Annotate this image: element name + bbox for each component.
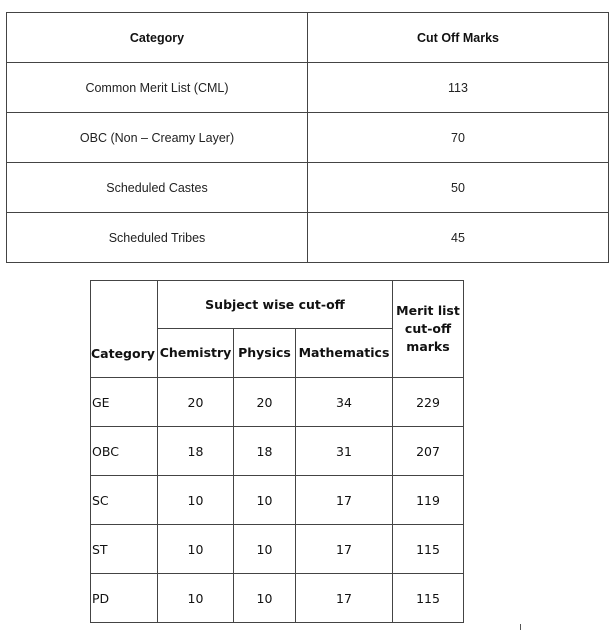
mathematics-cell: 31 (296, 427, 393, 476)
category-cell: OBC (91, 427, 158, 476)
mathematics-cell: 17 (296, 525, 393, 574)
mathematics-cell: 17 (296, 574, 393, 623)
cutoff-cell: 70 (308, 113, 609, 163)
table-row (7, 163, 609, 213)
chemistry-cell: 10 (158, 525, 234, 574)
category-header: Category (91, 281, 158, 378)
table-row (91, 476, 464, 525)
mathematics-cell: 34 (296, 378, 393, 427)
physics-cell: 10 (234, 525, 296, 574)
category-cell: Common Merit List (CML) (7, 63, 308, 113)
physics-cell: 18 (234, 427, 296, 476)
merit-cell: 119 (393, 476, 464, 525)
physics-cell: 10 (234, 476, 296, 525)
subject-wise-cutoff-table (90, 280, 464, 623)
merit-cell: 207 (393, 427, 464, 476)
table-row (91, 378, 464, 427)
cutoff-marks-header: Cut Off Marks (308, 13, 609, 63)
table-row (91, 427, 464, 476)
table-header-row (91, 281, 464, 329)
merit-list-cutoff-header: Merit list cut-off marks (393, 281, 464, 378)
category-cell: PD (91, 574, 158, 623)
chemistry-header: Chemistry (158, 329, 234, 378)
category-cell: Scheduled Castes (7, 163, 308, 213)
cutoff-cell: 50 (308, 163, 609, 213)
mathematics-header: Mathematics (296, 329, 393, 378)
merit-cell: 115 (393, 525, 464, 574)
table-row (7, 213, 609, 263)
cutoff-cell: 45 (308, 213, 609, 263)
physics-cell: 20 (234, 378, 296, 427)
physics-cell: 10 (234, 574, 296, 623)
table-header-row (7, 13, 609, 63)
category-cell: SC (91, 476, 158, 525)
category-cell: Scheduled Tribes (7, 213, 308, 263)
chemistry-cell: 18 (158, 427, 234, 476)
cutoff-cell: 113 (308, 63, 609, 113)
chemistry-cell: 10 (158, 476, 234, 525)
merit-cell: 229 (393, 378, 464, 427)
table-row (7, 63, 609, 113)
table-row (91, 574, 464, 623)
physics-header: Physics (234, 329, 296, 378)
table-row (7, 113, 609, 163)
chemistry-cell: 20 (158, 378, 234, 427)
category-cell: GE (91, 378, 158, 427)
merit-cell: 115 (393, 574, 464, 623)
cutoff-table (6, 12, 609, 263)
chemistry-cell: 10 (158, 574, 234, 623)
subject-wise-cutoff-header: Subject wise cut-off (158, 281, 393, 329)
category-header: Category (7, 13, 308, 63)
table-row (91, 525, 464, 574)
category-cell: OBC (Non – Creamy Layer) (7, 113, 308, 163)
category-cell: ST (91, 525, 158, 574)
divider (520, 624, 521, 630)
mathematics-cell: 17 (296, 476, 393, 525)
